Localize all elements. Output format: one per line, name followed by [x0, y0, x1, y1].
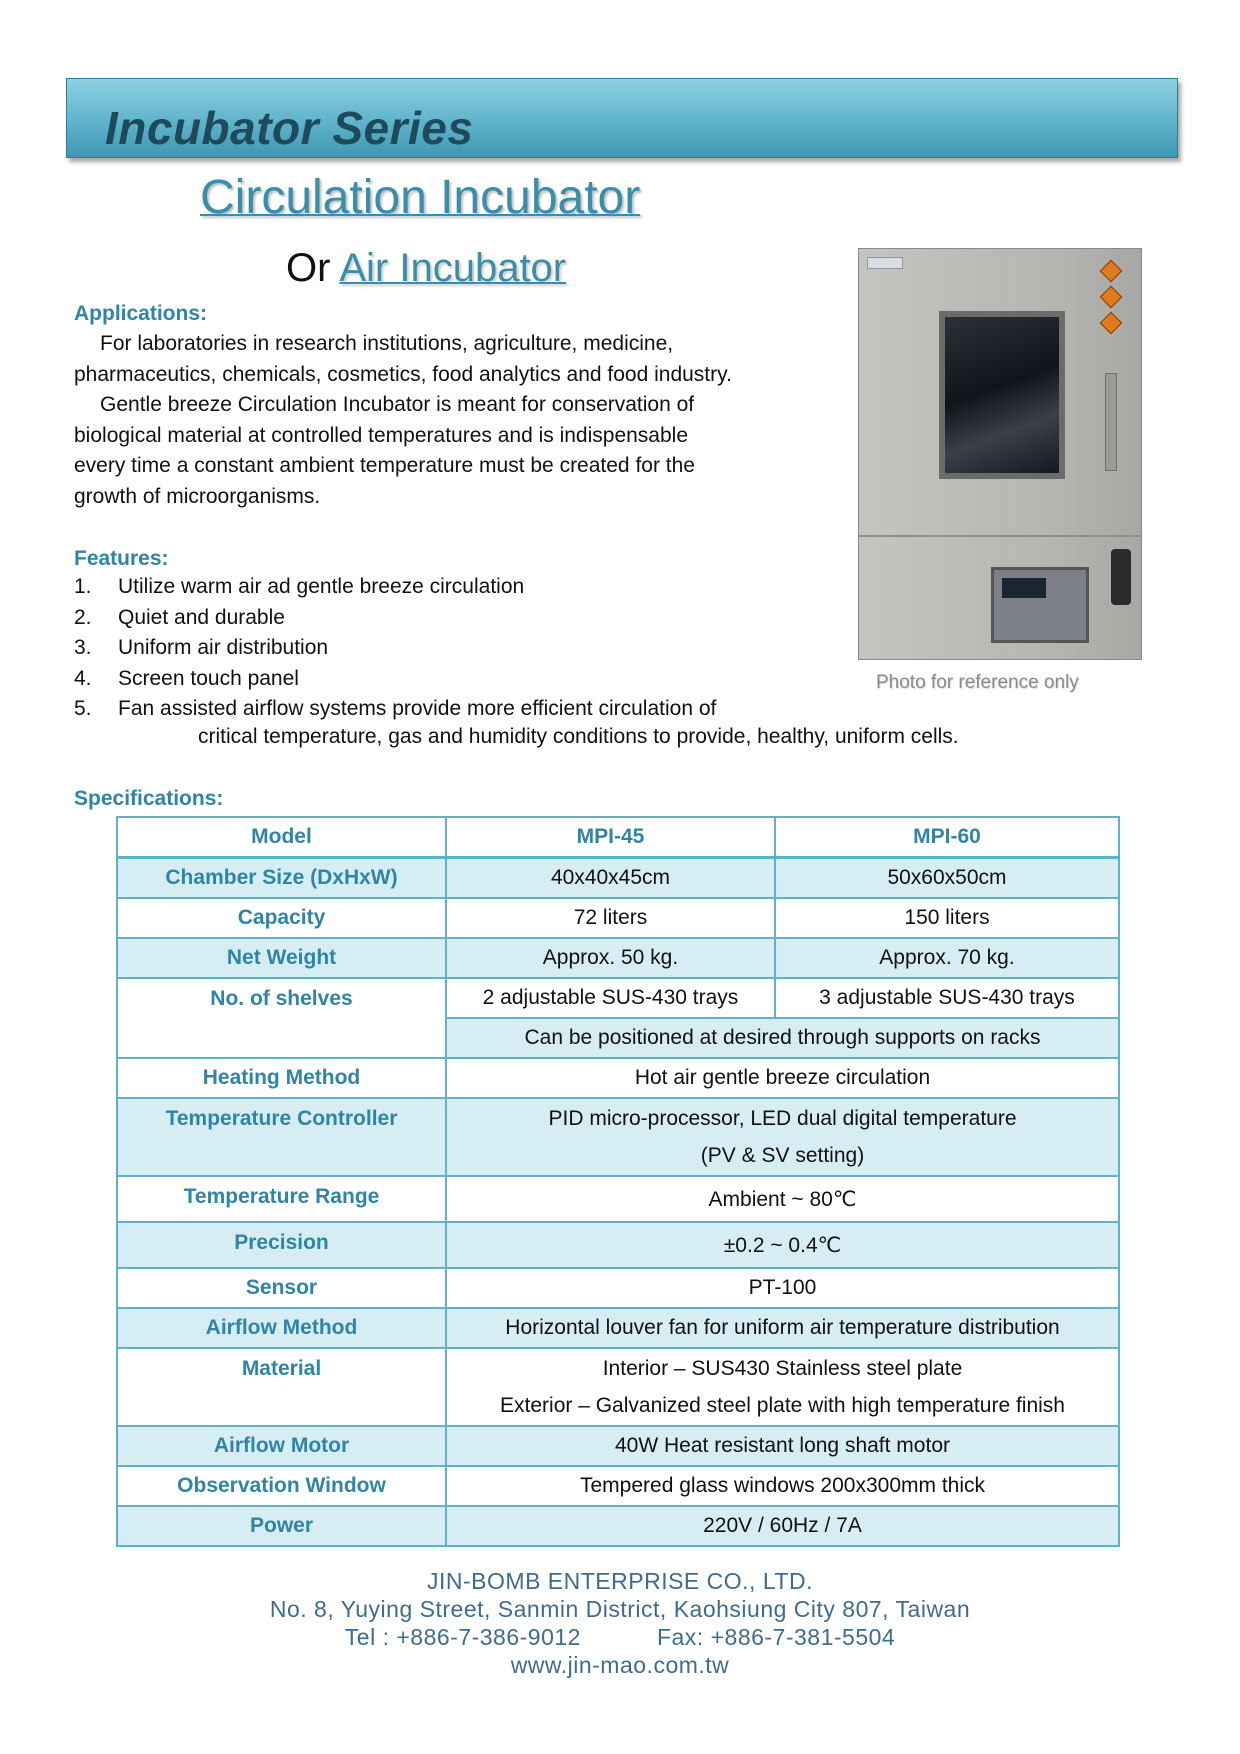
- footer-website-link[interactable]: www.jin-mao.com.tw: [510, 1652, 730, 1678]
- spec-value: Can be positioned at desired through supports on racks: [446, 1018, 1119, 1058]
- footer-address: No. 8, Yuying Street, Sanmin District, Kaohsiung City 807, Taiwan: [269, 1596, 971, 1622]
- footer-fax: Fax: +886-7-381-5504: [656, 1624, 896, 1650]
- model-mpi-45-header: MPI-45: [446, 817, 775, 858]
- spec-label: Capacity: [117, 898, 446, 938]
- brand-label-icon: [867, 257, 903, 269]
- applications-line: every time a constant ambient temperature must be created for the: [74, 454, 695, 477]
- table-row: [117, 1348, 1119, 1426]
- control-panel-image: [991, 567, 1089, 643]
- spec-value: ±0.2 ~ 0.4℃: [446, 1222, 1119, 1268]
- footer-contact: [0, 1624, 1240, 1651]
- footer-company: JIN-BOMB ENTERPRISE CO., LTD.: [427, 1568, 813, 1594]
- door-handle-icon: [1111, 549, 1131, 605]
- spec-label: No. of shelves: [117, 978, 446, 1058]
- warning-label-icon: [1100, 286, 1123, 309]
- footer-tel: Tel : +886-7-386-9012: [344, 1624, 581, 1650]
- spec-value: [446, 1098, 1119, 1176]
- applications-line: Gentle breeze Circulation Incubator is meant for conservation of: [100, 393, 695, 416]
- spec-label: Airflow Motor: [117, 1426, 446, 1466]
- table-row: [117, 898, 1119, 938]
- spec-label: Observation Window: [117, 1466, 446, 1506]
- applications-line: For laboratories in research institutions, agriculture, medicine,: [100, 332, 674, 355]
- door-latch-icon: [1105, 373, 1117, 471]
- feature-item-continuation: critical temperature, gas and humidity conditions to provide, healthy, uniform cells.: [198, 725, 959, 748]
- features-heading: Features:: [74, 547, 169, 570]
- table-row: [117, 978, 1119, 1018]
- spec-label: Power: [117, 1506, 446, 1546]
- series-title: Incubator Series: [105, 102, 474, 154]
- spec-value: 50x60x50cm: [775, 858, 1119, 899]
- spec-label: Airflow Method: [117, 1308, 446, 1348]
- spec-label: Material: [117, 1348, 446, 1426]
- incubator-cabinet-image: [858, 248, 1142, 660]
- spec-label: Chamber Size (DxHxW): [117, 858, 446, 899]
- table-row: [117, 1268, 1119, 1308]
- spec-value-line: (PV & SV setting): [700, 1144, 865, 1167]
- table-row: [117, 1426, 1119, 1466]
- model-mpi-60-header: MPI-60: [775, 817, 1119, 858]
- display-screen-icon: [1002, 578, 1046, 598]
- spec-label: Net Weight: [117, 938, 446, 978]
- applications-text: [74, 329, 794, 512]
- spec-value: Ambient ~ 80℃: [446, 1176, 1119, 1222]
- spec-label: Precision: [117, 1222, 446, 1268]
- specifications-heading: Specifications:: [74, 787, 224, 810]
- spec-value: Tempered glass windows 200x300mm thick: [446, 1466, 1119, 1506]
- applications-heading: Applications:: [74, 302, 208, 325]
- applications-line: pharmaceutics, chemicals, cosmetics, food analytics and food industry.: [74, 362, 732, 386]
- spec-value: Approx. 70 kg.: [775, 938, 1119, 978]
- spec-label: Sensor: [117, 1268, 446, 1308]
- spec-value-line: PID micro-processor, LED dual digital temperature: [548, 1107, 1017, 1130]
- spec-value: 40W Heat resistant long shaft motor: [446, 1426, 1119, 1466]
- spec-value: 150 liters: [775, 898, 1119, 938]
- page-subtitle: [286, 246, 566, 291]
- spec-value: Horizontal louver fan for uniform air temperature distribution: [446, 1308, 1119, 1348]
- observation-window-image: [939, 311, 1065, 479]
- table-row: [117, 1176, 1119, 1222]
- applications-line: growth of microorganisms.: [74, 484, 321, 508]
- table-row: [117, 1098, 1119, 1176]
- table-row: [117, 1308, 1119, 1348]
- spec-value: Hot air gentle breeze circulation: [446, 1058, 1119, 1098]
- table-row: [117, 1466, 1119, 1506]
- table-row: [117, 858, 1119, 899]
- spec-value: 3 adjustable SUS-430 trays: [775, 978, 1119, 1018]
- table-row: [117, 938, 1119, 978]
- spec-label: Heating Method: [117, 1058, 446, 1098]
- warning-label-icon: [1100, 312, 1123, 335]
- spec-label: Model: [117, 817, 446, 858]
- photo-caption: Photo for reference only: [876, 672, 1079, 693]
- series-banner: [66, 78, 1178, 158]
- spec-label: Temperature Range: [117, 1176, 446, 1222]
- spec-value: 72 liters: [446, 898, 775, 938]
- subtitle-prefix: Or: [286, 246, 331, 290]
- spec-value: [446, 1348, 1119, 1426]
- applications-line: biological material at controlled temperatures and is indispensable: [74, 423, 689, 447]
- spec-value: 40x40x45cm: [446, 858, 775, 899]
- warning-label-icon: [1100, 260, 1123, 283]
- table-row: [117, 1506, 1119, 1546]
- spec-value: 2 adjustable SUS-430 trays: [446, 978, 775, 1018]
- spec-label: Temperature Controller: [117, 1098, 446, 1176]
- page-title: Circulation Incubator: [200, 171, 641, 224]
- spec-value: PT-100: [446, 1268, 1119, 1308]
- table-row: [117, 1222, 1119, 1268]
- product-photo: [858, 248, 1150, 666]
- spec-value: 220V / 60Hz / 7A: [446, 1506, 1119, 1546]
- air-incubator-link[interactable]: Air Incubator: [339, 246, 567, 290]
- spec-value-line: Interior – SUS430 Stainless steel plate: [602, 1357, 963, 1380]
- spec-value: Approx. 50 kg.: [446, 938, 775, 978]
- table-row: [117, 1058, 1119, 1098]
- specifications-table: [116, 816, 1120, 1547]
- cabinet-divider: [859, 535, 1141, 537]
- table-header-row: [117, 817, 1119, 858]
- spec-value-line: Exterior – Galvanized steel plate with high temperature finish: [500, 1394, 1065, 1417]
